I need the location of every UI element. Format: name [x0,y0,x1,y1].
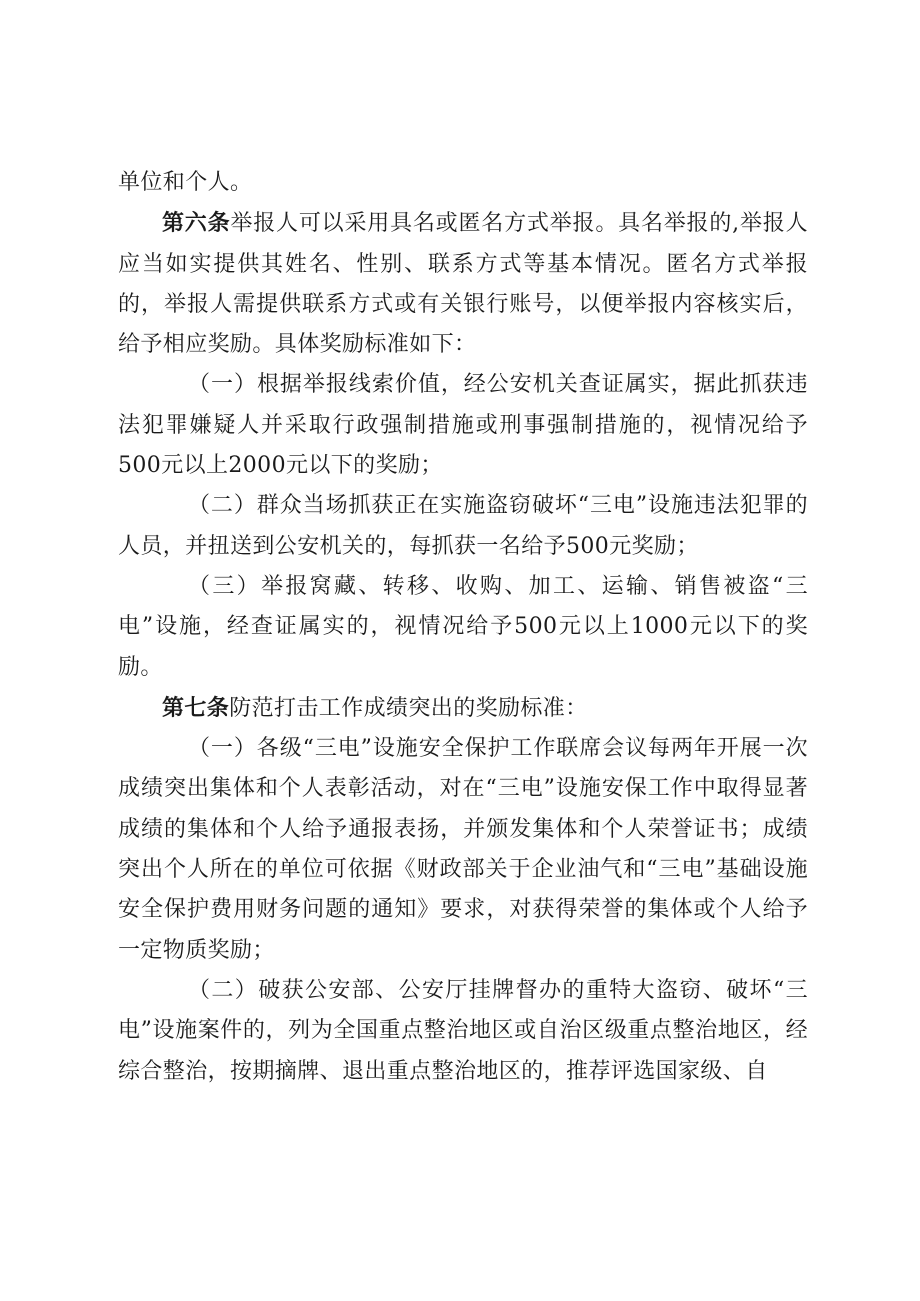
article-6-item-3 [118,567,808,688]
paragraph-continuation [118,163,808,203]
article-7-item-1 [118,729,808,971]
article-6-item-1 [118,365,808,486]
article-number: 第六条 [162,210,231,237]
article-6-item-2 [118,486,808,567]
article-number: 第七条 [162,694,230,721]
document-body [118,163,808,1092]
paragraph-text: （一）根据举报线索价值，经公安机关查证属实，据此抓获违法犯罪嫌疑人并采取行政强制措施或刑事强制措施的，视情况给予500元以上2000元以下的奖励； [118,372,808,479]
article-7-item-2 [118,971,808,1092]
paragraph-text: （三）举报窝藏、转移、收购、加工、运输、销售被盗“三电”设施，经查证属实的，视情况给予500元以上1000元以下的奖励。 [118,573,808,680]
paragraph-text: 防范打击工作成绩突出的奖励标准： [229,695,588,721]
paragraph-text: 举报人可以采用具名或匿名方式举报。具名举报的,举报人应当如实提供其姓名、性别、联系方式等基本情况。匿名方式举报的，举报人需提供联系方式或有关银行账号，以便举报内容核实后，给予相应奖励。具体奖励标准如下： [118,211,808,358]
paragraph-text: 单位和个人。 [118,170,253,195]
paragraph-text: （一）各级“三电”设施安全保护工作联席会议每两年开展一次成绩突出集体和个人表彰活动，对在“三电”设施安保工作中取得显著成绩的集体和个人给予通报表扬，并颁发集体和个人荣誉证书；成绩突出个人所在的单位可依据《财政部关于企业油气和“三电”基础设施安全保护费用财务问题的通知》要求，对获得荣誉的集体或个人给予一定物质奖励； [118,736,808,963]
article-7 [118,688,808,729]
article-6 [118,203,808,365]
paragraph-text: （二）破获公安部、公安厅挂牌督办的重特大盗窃、破坏“三电”设施案件的，列为全国重点整治地区或自治区级重点整治地区，经综合整治，按期摘牌、退出重点整治地区的，推荐评选国家级、自 [118,977,808,1084]
paragraph-text: （二）群众当场抓获正在实施盗窃破坏“三电”设施违法犯罪的人员，并扭送到公安机关的，每抓获一名给予500元奖励； [118,493,808,559]
